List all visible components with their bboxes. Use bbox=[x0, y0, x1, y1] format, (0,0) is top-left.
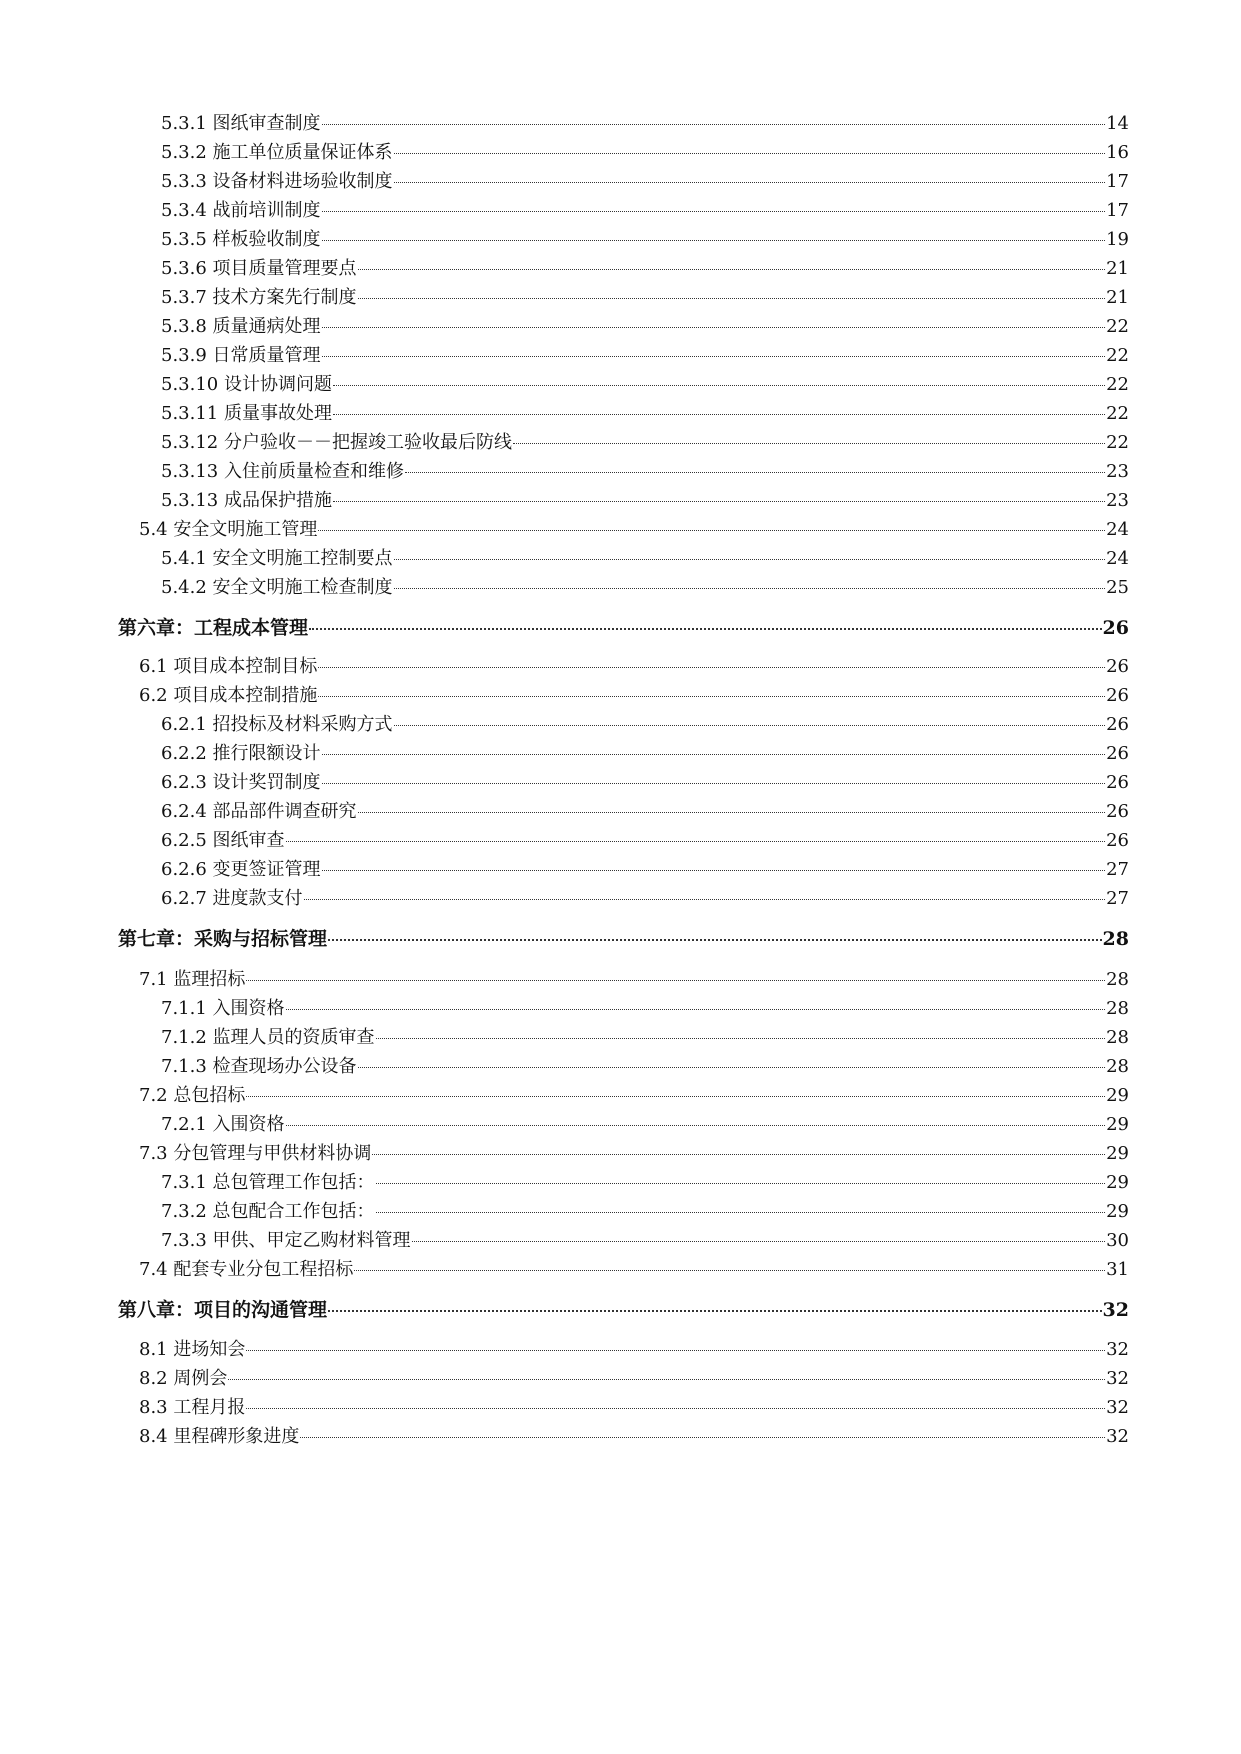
toc-entry[interactable] bbox=[161, 829, 1129, 853]
dot-leader bbox=[405, 472, 1105, 473]
toc-entry-title: 5.3.5 样板验收制度 bbox=[161, 229, 321, 250]
toc-entry-page-number: 28 bbox=[1106, 1056, 1129, 1077]
toc-entry[interactable] bbox=[161, 199, 1129, 223]
toc-chapter-entry[interactable] bbox=[118, 616, 1129, 640]
toc-entry-page-number: 16 bbox=[1106, 142, 1129, 163]
toc-entry[interactable] bbox=[161, 742, 1129, 766]
dot-leader bbox=[394, 725, 1106, 726]
dot-leader bbox=[322, 783, 1106, 784]
toc-entry[interactable] bbox=[161, 402, 1129, 426]
toc-entry[interactable] bbox=[139, 1367, 1129, 1391]
toc-entry-page-number: 24 bbox=[1106, 519, 1129, 540]
toc-entry-title: 5.4 安全文明施工管理 bbox=[139, 519, 318, 540]
toc-entry-title: 8.2 周例会 bbox=[139, 1368, 228, 1389]
dot-leader bbox=[394, 588, 1106, 589]
toc-entry[interactable] bbox=[161, 771, 1129, 795]
toc-entry-page-number: 26 bbox=[1106, 830, 1129, 851]
dot-leader bbox=[358, 1067, 1106, 1068]
toc-entry-page-number: 21 bbox=[1106, 287, 1129, 308]
toc-entry-title: 8.3 工程月报 bbox=[139, 1397, 246, 1418]
toc-entry-title: 6.1 项目成本控制目标 bbox=[139, 656, 318, 677]
toc-entry[interactable] bbox=[139, 684, 1129, 708]
dot-leader bbox=[358, 269, 1106, 270]
toc-entry[interactable] bbox=[161, 1171, 1129, 1195]
toc-entry-page-number: 32 bbox=[1106, 1339, 1129, 1360]
toc-entry-title: 7.2.1 入围资格 bbox=[161, 1114, 285, 1135]
toc-entry-title: 5.3.7 技术方案先行制度 bbox=[161, 287, 357, 308]
toc-entry[interactable] bbox=[161, 112, 1129, 136]
dot-leader bbox=[322, 754, 1106, 755]
dot-leader bbox=[322, 240, 1106, 241]
dot-leader bbox=[322, 211, 1106, 212]
toc-entry-title: 7.3.3 甲供、甲定乙购材料管理 bbox=[161, 1230, 411, 1251]
toc-entry-title: 7.3 分包管理与甲供材料协调 bbox=[139, 1143, 372, 1164]
dot-leader bbox=[358, 298, 1106, 299]
toc-entry-page-number: 29 bbox=[1106, 1172, 1129, 1193]
dot-leader bbox=[354, 1270, 1105, 1271]
toc-entry-title: 第八章：项目的沟通管理 bbox=[118, 1299, 328, 1321]
toc-entry[interactable] bbox=[139, 655, 1129, 679]
toc-entry-title: 5.3.13 入住前质量检查和维修 bbox=[161, 461, 404, 482]
toc-entry[interactable] bbox=[161, 1055, 1129, 1079]
toc-entry-title: 7.3.1 总包管理工作包括： bbox=[161, 1172, 375, 1193]
toc-entry[interactable] bbox=[161, 997, 1129, 1021]
dot-leader bbox=[286, 841, 1106, 842]
dot-leader bbox=[333, 501, 1105, 502]
toc-entry-title: 5.3.9 日常质量管理 bbox=[161, 345, 321, 366]
dot-leader bbox=[358, 812, 1106, 813]
toc-entry-page-number: 28 bbox=[1106, 969, 1129, 990]
toc-entry[interactable] bbox=[161, 141, 1129, 165]
toc-entry[interactable] bbox=[139, 1338, 1129, 1362]
toc-entry-title: 8.4 里程碑形象进度 bbox=[139, 1426, 300, 1447]
dot-leader bbox=[394, 182, 1106, 183]
dot-leader bbox=[318, 530, 1105, 531]
dot-leader bbox=[376, 1038, 1106, 1039]
toc-entry-title: 第六章：工程成本管理 bbox=[118, 617, 309, 639]
dot-leader bbox=[246, 980, 1105, 981]
toc-entry-page-number: 17 bbox=[1106, 200, 1129, 221]
dot-leader bbox=[333, 385, 1105, 386]
toc-entry-title: 5.3.4 战前培训制度 bbox=[161, 200, 321, 221]
toc-entry[interactable] bbox=[139, 1258, 1129, 1282]
toc-entry-page-number: 26 bbox=[1106, 772, 1129, 793]
toc-entry[interactable] bbox=[161, 228, 1129, 252]
toc-entry[interactable] bbox=[161, 800, 1129, 824]
toc-entry-title: 5.4.1 安全文明施工控制要点 bbox=[161, 548, 393, 569]
toc-entry[interactable] bbox=[161, 315, 1129, 339]
toc-entry[interactable] bbox=[139, 968, 1129, 992]
toc-entry-page-number: 27 bbox=[1106, 859, 1129, 880]
toc-entry[interactable] bbox=[161, 460, 1129, 484]
toc-entry-page-number: 29 bbox=[1106, 1114, 1129, 1135]
toc-entry-title: 6.2.3 设计奖罚制度 bbox=[161, 772, 321, 793]
toc-entry-page-number: 26 bbox=[1106, 801, 1129, 822]
toc-entry-title: 5.3.1 图纸审查制度 bbox=[161, 113, 321, 134]
toc-entry-title: 6.2.2 推行限额设计 bbox=[161, 743, 321, 764]
toc-entry[interactable] bbox=[161, 576, 1129, 600]
dot-leader bbox=[322, 327, 1106, 328]
toc-entry[interactable] bbox=[161, 257, 1129, 281]
toc-entry-title: 5.3.10 设计协调问题 bbox=[161, 374, 332, 395]
dot-leader bbox=[304, 899, 1106, 900]
toc-entry-title: 7.4 配套专业分包工程招标 bbox=[139, 1259, 354, 1280]
toc-entry-page-number: 21 bbox=[1106, 258, 1129, 279]
toc-entry-page-number: 26 bbox=[1106, 714, 1129, 735]
toc-entry[interactable] bbox=[161, 547, 1129, 571]
dot-leader bbox=[322, 124, 1106, 125]
toc-entry[interactable] bbox=[139, 518, 1129, 542]
dot-leader bbox=[246, 1408, 1105, 1409]
toc-entry-title: 第七章：采购与招标管理 bbox=[118, 928, 328, 950]
toc-entry[interactable] bbox=[139, 1425, 1129, 1449]
toc-entry-page-number: 32 bbox=[1106, 1426, 1129, 1447]
toc-entry-page-number: 22 bbox=[1106, 316, 1129, 337]
toc-entry-page-number: 22 bbox=[1106, 403, 1129, 424]
toc-entry-title: 6.2.4 部品部件调查研究 bbox=[161, 801, 357, 822]
dot-leader bbox=[318, 696, 1105, 697]
toc-entry[interactable] bbox=[161, 1200, 1129, 1224]
toc-entry-title: 7.1.2 监理人员的资质审查 bbox=[161, 1027, 375, 1048]
toc-entry-title: 5.3.11 质量事故处理 bbox=[161, 403, 332, 424]
dot-leader bbox=[318, 667, 1105, 668]
dot-leader bbox=[322, 356, 1106, 357]
toc-entry[interactable] bbox=[161, 373, 1129, 397]
toc-entry-title: 7.1.3 检查现场办公设备 bbox=[161, 1056, 357, 1077]
toc-entry-page-number: 28 bbox=[1106, 998, 1129, 1019]
toc-entry-page-number: 22 bbox=[1106, 432, 1129, 453]
toc-entry[interactable] bbox=[161, 170, 1129, 194]
toc-entry-page-number: 23 bbox=[1106, 490, 1129, 511]
dot-leader bbox=[412, 1241, 1106, 1242]
toc-entry[interactable] bbox=[161, 858, 1129, 882]
dot-leader bbox=[309, 628, 1102, 630]
toc-entry[interactable] bbox=[161, 1229, 1129, 1253]
toc-entry-page-number: 22 bbox=[1106, 374, 1129, 395]
toc-entry-page-number: 23 bbox=[1106, 461, 1129, 482]
dot-leader bbox=[328, 1310, 1102, 1312]
toc-entry-page-number: 32 bbox=[1102, 1299, 1129, 1321]
toc-entry-title: 5.3.3 设备材料进场验收制度 bbox=[161, 171, 393, 192]
toc-entry-page-number: 24 bbox=[1106, 548, 1129, 569]
toc-entry-page-number: 26 bbox=[1106, 656, 1129, 677]
toc-entry-page-number: 26 bbox=[1106, 743, 1129, 764]
toc-entry[interactable] bbox=[161, 286, 1129, 310]
toc-entry-title: 7.3.2 总包配合工作包括： bbox=[161, 1201, 375, 1222]
toc-entry-page-number: 30 bbox=[1106, 1230, 1129, 1251]
toc-entry-title: 6.2.5 图纸审查 bbox=[161, 830, 285, 851]
dot-leader bbox=[246, 1350, 1105, 1351]
toc-entry-title: 6.2.7 进度款支付 bbox=[161, 888, 303, 909]
toc-entry-page-number: 14 bbox=[1106, 113, 1129, 134]
toc-entry-page-number: 32 bbox=[1106, 1397, 1129, 1418]
toc-entry-page-number: 27 bbox=[1106, 888, 1129, 909]
toc-entry-title: 5.3.2 施工单位质量保证体系 bbox=[161, 142, 393, 163]
toc-entry-page-number: 22 bbox=[1106, 345, 1129, 366]
toc-entry-title: 5.3.12 分户验收－－把握竣工验收最后防线 bbox=[161, 432, 512, 453]
toc-entry-title: 7.2 总包招标 bbox=[139, 1085, 246, 1106]
dot-leader bbox=[394, 559, 1106, 560]
toc-entry-title: 5.3.6 项目质量管理要点 bbox=[161, 258, 357, 279]
toc-entry-page-number: 26 bbox=[1106, 685, 1129, 706]
dot-leader bbox=[286, 1009, 1106, 1010]
toc-entry-page-number: 31 bbox=[1106, 1259, 1129, 1280]
toc-entry[interactable] bbox=[139, 1396, 1129, 1420]
toc-entry-title: 5.3.13 成品保护措施 bbox=[161, 490, 332, 511]
toc-entry-title: 7.1.1 入围资格 bbox=[161, 998, 285, 1019]
dot-leader bbox=[376, 1183, 1106, 1184]
dot-leader bbox=[333, 414, 1105, 415]
toc-entry[interactable] bbox=[161, 431, 1129, 455]
toc-entry-page-number: 28 bbox=[1106, 1027, 1129, 1048]
dot-leader bbox=[300, 1437, 1105, 1438]
toc-entry-title: 6.2 项目成本控制措施 bbox=[139, 685, 318, 706]
toc-entry[interactable] bbox=[161, 344, 1129, 368]
toc-entry-page-number: 26 bbox=[1102, 617, 1129, 639]
toc-entry-page-number: 17 bbox=[1106, 171, 1129, 192]
toc-entry-title: 6.2.1 招投标及材料采购方式 bbox=[161, 714, 393, 735]
toc-chapter-entry[interactable] bbox=[118, 927, 1129, 951]
dot-leader bbox=[286, 1125, 1106, 1126]
toc-entry-title: 7.1 监理招标 bbox=[139, 969, 246, 990]
dot-leader bbox=[372, 1154, 1105, 1155]
toc-entry-page-number: 19 bbox=[1106, 229, 1129, 250]
toc-entry[interactable] bbox=[161, 713, 1129, 737]
toc-entry-page-number: 29 bbox=[1106, 1143, 1129, 1164]
toc-entry-page-number: 32 bbox=[1106, 1368, 1129, 1389]
toc-chapter-entry[interactable] bbox=[118, 1298, 1129, 1322]
toc-entry[interactable] bbox=[161, 1026, 1129, 1050]
toc-entry-title: 5.4.2 安全文明施工检查制度 bbox=[161, 577, 393, 598]
dot-leader bbox=[228, 1379, 1105, 1380]
toc-entry-page-number: 28 bbox=[1102, 928, 1129, 950]
dot-leader bbox=[246, 1096, 1105, 1097]
toc-entry[interactable] bbox=[161, 887, 1129, 911]
dot-leader bbox=[513, 443, 1105, 444]
dot-leader bbox=[376, 1212, 1106, 1213]
dot-leader bbox=[394, 153, 1106, 154]
toc-entry-page-number: 29 bbox=[1106, 1085, 1129, 1106]
toc-entry[interactable] bbox=[139, 1084, 1129, 1108]
toc-entry-page-number: 25 bbox=[1106, 577, 1129, 598]
toc-entry-title: 6.2.6 变更签证管理 bbox=[161, 859, 321, 880]
toc-entry[interactable] bbox=[161, 489, 1129, 513]
toc-entry-title: 5.3.8 质量通病处理 bbox=[161, 316, 321, 337]
toc-entry-title: 8.1 进场知会 bbox=[139, 1339, 246, 1360]
dot-leader bbox=[322, 870, 1106, 871]
toc-entry[interactable] bbox=[161, 1113, 1129, 1137]
toc-entry-page-number: 29 bbox=[1106, 1201, 1129, 1222]
toc-entry[interactable] bbox=[139, 1142, 1129, 1166]
dot-leader bbox=[328, 939, 1102, 941]
